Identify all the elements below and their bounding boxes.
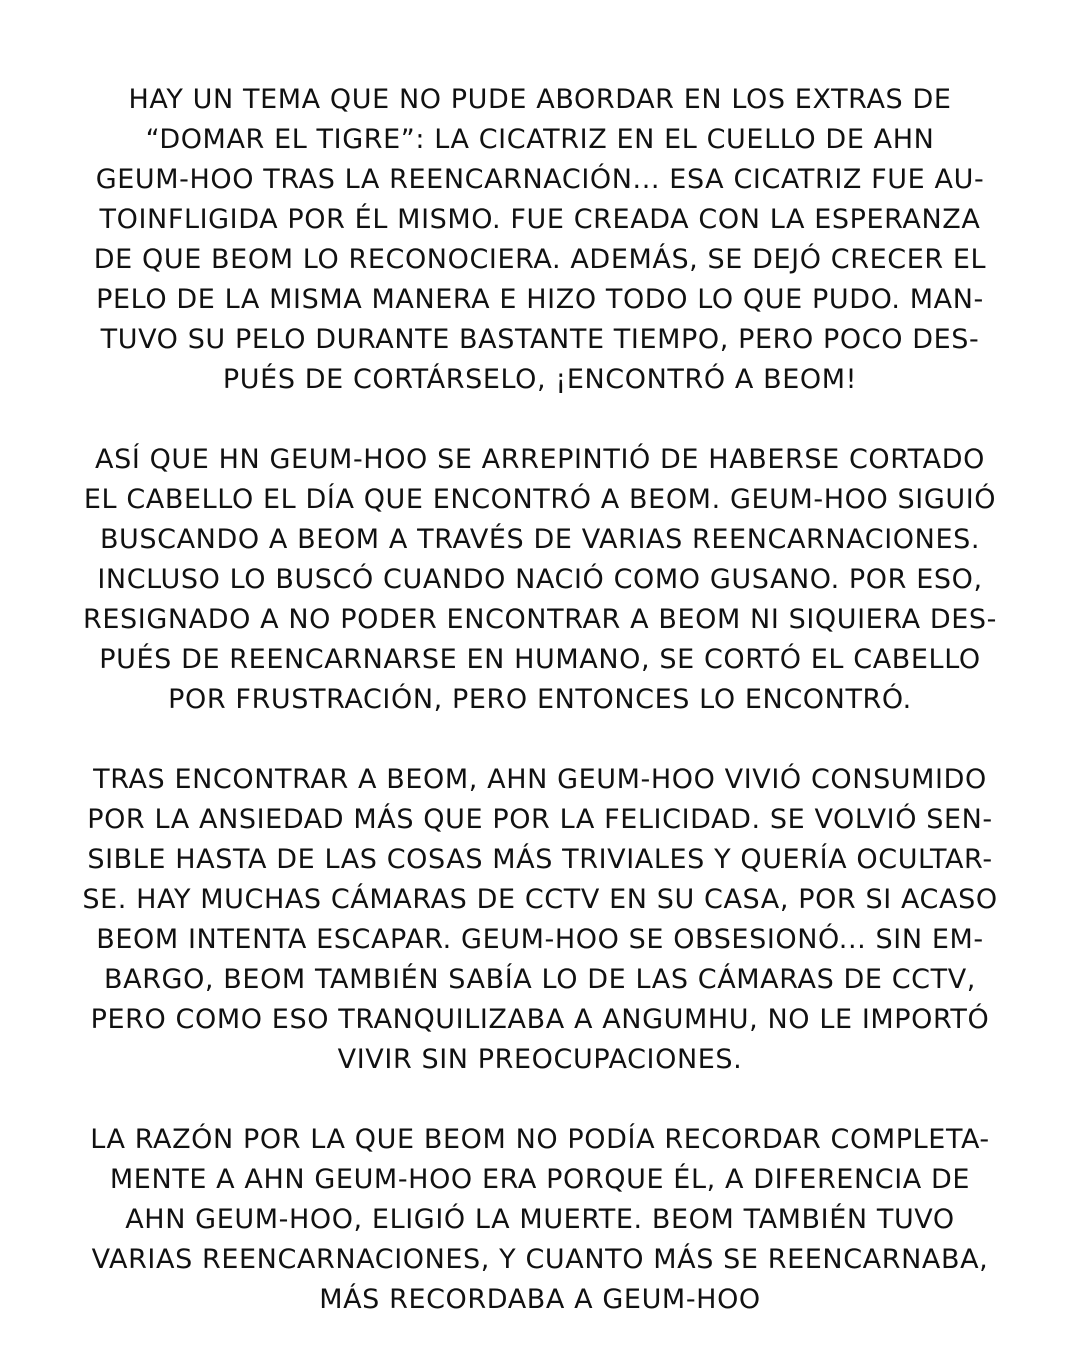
text-line: ASÍ QUE HN GEUM-HOO SE ARREPINTIÓ DE HABERSE CORTADO — [95, 444, 985, 475]
text-line: GEUM-HOO TRAS LA REENCARNACIÓN... ESA CICATRIZ FUE AU- — [95, 164, 985, 195]
text-line: BEOM INTENTA ESCAPAR. GEUM-HOO SE OBSESIONÓ... SIN EM- — [96, 924, 984, 955]
text-line: MENTE A AHN GEUM-HOO ERA PORQUE ÉL, A DIFERENCIA DE — [109, 1164, 971, 1195]
text-line: VARIAS REENCARNACIONES, Y CUANTO MÁS SE REENCARNABA, — [91, 1244, 989, 1275]
text-line: DE QUE BEOM LO RECONOCIERA. ADEMÁS, SE DEJÓ CRECER EL — [93, 244, 987, 275]
text-line: POR FRUSTRACIÓN, PERO ENTONCES LO ENCONTRÓ. — [168, 684, 912, 715]
document-page — [0, 80, 1080, 1320]
text-line: MÁS RECORDABA A GEUM-HOO — [319, 1284, 761, 1315]
text-line: INCLUSO LO BUSCÓ CUANDO NACIÓ COMO GUSANO. POR ESO, — [97, 564, 983, 595]
paragraph-2 — [0, 440, 1080, 720]
text-line: HAY UN TEMA QUE NO PUDE ABORDAR EN LOS EXTRAS DE — [128, 84, 952, 115]
text-line: VIVIR SIN PREOCUPACIONES. — [337, 1044, 743, 1075]
text-line: TOINFLIGIDA POR ÉL MISMO. FUE CREADA CON LA ESPERANZA — [99, 204, 981, 235]
text-line: AHN GEUM-HOO, ELIGIÓ LA MUERTE. BEOM TAMBIÉN TUVO — [125, 1204, 955, 1235]
text-line: SIBLE HASTA DE LAS COSAS MÁS TRIVIALES Y QUERÍA OCULTAR- — [87, 844, 993, 875]
text-line: RESIGNADO A NO PODER ENCONTRAR A BEOM NI SIQUIERA DES- — [83, 604, 997, 635]
text-line: BUSCANDO A BEOM A TRAVÉS DE VARIAS REENCARNACIONES. — [99, 524, 981, 555]
text-line: LA RAZÓN POR LA QUE BEOM NO PODÍA RECORDAR COMPLETA- — [90, 1124, 990, 1155]
text-line: BARGO, BEOM TAMBIÉN SABÍA LO DE LAS CÁMARAS DE CCTV, — [104, 964, 976, 995]
paragraph-1 — [0, 80, 1080, 400]
paragraph-4 — [0, 1120, 1080, 1320]
text-line: EL CABELLO EL DÍA QUE ENCONTRÓ A BEOM. GEUM-HOO SIGUIÓ — [83, 484, 997, 515]
text-line: TRAS ENCONTRAR A BEOM, AHN GEUM-HOO VIVIÓ CONSUMIDO — [93, 764, 987, 795]
text-line: SE. HAY MUCHAS CÁMARAS DE CCTV EN SU CASA, POR SI ACASO — [82, 884, 998, 915]
text-line: PELO DE LA MISMA MANERA E HIZO TODO LO QUE PUDO. MAN- — [96, 284, 984, 315]
text-line: TUVO SU PELO DURANTE BASTANTE TIEMPO, PERO POCO DES- — [100, 324, 980, 355]
text-line: PUÉS DE CORTÁRSELO, ¡ENCONTRÓ A BEOM! — [222, 364, 858, 395]
text-line: PUÉS DE REENCARNARSE EN HUMANO, SE CORTÓ EL CABELLO — [99, 644, 981, 675]
text-line: “DOMAR EL TIGRE”: LA CICATRIZ EN EL CUELLO DE AHN — [145, 124, 935, 155]
paragraph-3 — [0, 760, 1080, 1080]
text-line: POR LA ANSIEDAD MÁS QUE POR LA FELICIDAD. SE VOLVIÓ SEN- — [87, 804, 993, 835]
text-line: PERO COMO ESO TRANQUILIZABA A ANGUMHU, NO LE IMPORTÓ — [90, 1004, 990, 1035]
